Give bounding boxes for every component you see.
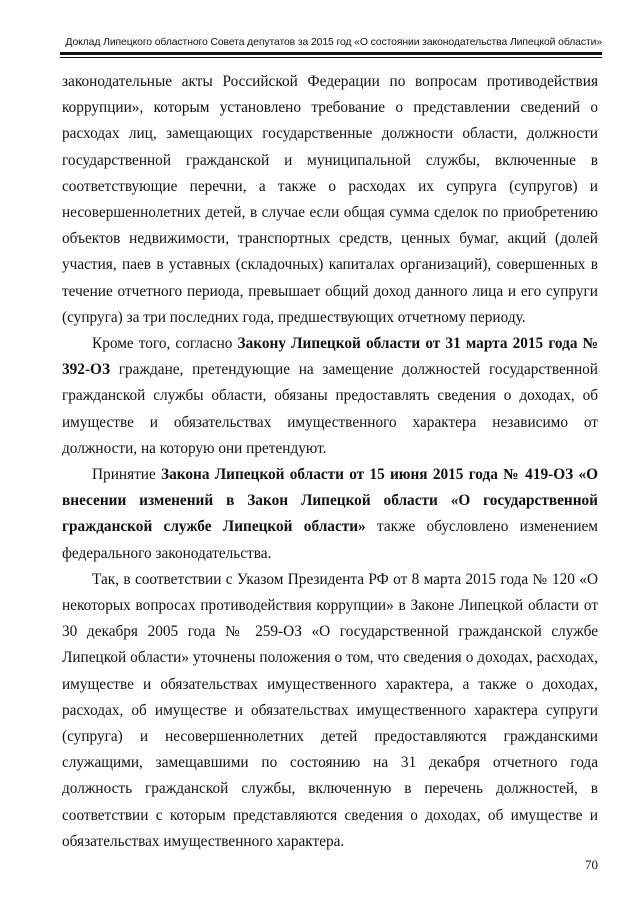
- header-rule-thin: [60, 57, 602, 58]
- paragraph-2: [62, 331, 598, 462]
- paragraph-4: Так, в соответствии с Указом Президента РФ от 8 марта 2015 года № 120 «О некоторых вопросах противодействия коррупции» в Законе Липецкой области от 30 декабря 2005 года № 259-ОЗ «О государственной гражданской службе Липецкой области» уточнены положения о том, что сведения о доходах, расходах, имуществе и обязательствах имущественного характера, а также о доходах, расходах, об имуществе и обязательствах имущественного характера супруги (супруга) и несовершеннолетних детей предоставляются гражданскими служащими, замещавшими по состоянию на 31 декабря отчетного года должность гражданской службы, включенную в перечень должностей, в соответствии с которым представляются сведения о доходах, об имуществе и обязательствах имущественного характера.: [62, 570, 598, 850]
- header-rule-thick: [60, 52, 602, 55]
- paragraph-2-law-reference: Закону Липецкой области от 31 марта 2015 года № 392-ОЗ: [62, 335, 598, 379]
- page-number: 70: [585, 857, 598, 872]
- paragraph-3: [62, 462, 598, 567]
- paragraph-3-law-reference: Закона Липецкой области от 15 июня 2015 года № 419-ОЗ «О внесении изменений в Закон Липецкой области «О государственной гражданской службе Липецкой области»: [62, 466, 599, 536]
- running-header: Доклад Липецкого областного Совета депутатов за 2015 год «О состоянии законодательства Липецкой области»: [65, 37, 602, 48]
- paragraph-3-text-c: также обусловлено изменением федерального законодательства.: [62, 518, 598, 562]
- paragraph-1: законодательные акты Российской Федерации по вопросам противодействия коррупции», которым установлено требование о представлении сведений о расходах лиц, замещающих государственные должности области, должности государственной гражданской и муниципальной службы, включенные в соответствующие перечни, а также о расходах их супруга (супругов) и несовершеннолетних детей, в случае если общая сумма сделок по приобретению объектов недвижимости, транспортных средств, ценных бумаг, акций (долей участия, паев в уставных (складочных) капиталах организаций), совершенных в течение отчетного периода, превышает общий доход данного лица и его супруги (супруга) за три последних года, предшествующих отчетному периоду.: [62, 73, 598, 326]
- paragraph-2-text-c: граждане, претендующие на замещение должностей государственной гражданской службы области, обязаны предоставлять сведения о доходах, об имуществе и обязательствах имущественного характера независимо от должности, на которую они претендуют.: [62, 361, 598, 457]
- document-body: [62, 69, 598, 855]
- paragraph-3-text-a: Принятие: [92, 466, 162, 484]
- paragraph-2-text-a: Кроме того, согласно: [92, 335, 238, 353]
